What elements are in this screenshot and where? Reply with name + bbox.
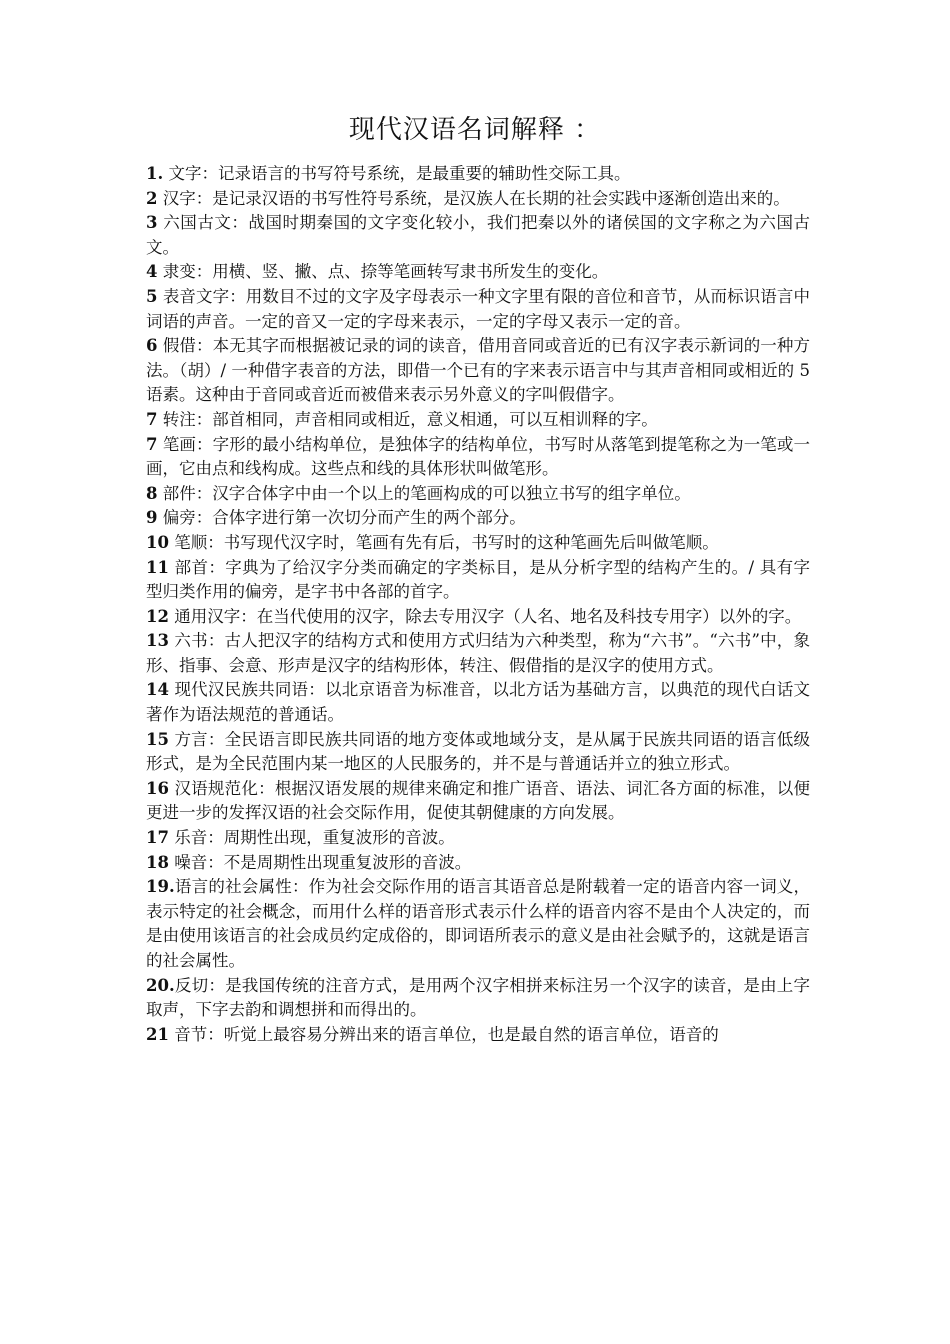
entry-text: 方言：全民语言即民族共同语的地方变体或地域分支，是从属于民族共同语的语言低级形式，是为全民范围内某一地区的人民服务的，并不是与普通话并立的独立形式。 — [146, 729, 810, 774]
entry-text: 假借：本无其字而根据被记录的词的读音，借用音同或音近的已有汉字表示新词的一种方法。（胡）/ 一种借字表音的方法，即借一个已有的字来表示语言中与其声音相同或相近的 5 语素。这种由于音同或音近而被借来表示另外意义的字叫假借字。 — [146, 336, 810, 405]
definition-entry — [146, 433, 810, 482]
entry-number: 8 — [146, 483, 158, 503]
definition-entry — [146, 482, 810, 507]
entry-number: 6 — [146, 336, 158, 356]
entry-number: 5 — [146, 286, 158, 306]
definition-entry — [146, 851, 810, 876]
entry-number: 18 — [146, 852, 169, 872]
definition-entry — [146, 1023, 810, 1048]
entry-number: 21 — [146, 1024, 169, 1044]
entry-number: 2 — [146, 188, 158, 208]
entry-number: 9 — [146, 508, 158, 528]
entry-number: 20. — [146, 975, 175, 995]
entry-number: 7 — [146, 434, 158, 454]
definition-entry — [146, 629, 810, 678]
definition-entry — [146, 974, 810, 1023]
entry-text: 表音文字：用数目不过的文字及字母表示一种文字里有限的音位和音节，从而标识语言中词语的声音。一定的音又一定的字母来表示，一定的字母又表示一定的音。 — [146, 286, 810, 331]
entry-number: 16 — [146, 778, 169, 798]
entry-text: 部首：字典为了给汉字分类而确定的字类标目，是从分析字型的结构产生的。/ 具有字型归类作用的偏旁，是字书中各部的首字。 — [146, 557, 810, 602]
definition-entry — [146, 531, 810, 556]
entry-text: 反切：是我国传统的注音方式，是用两个汉字相拼来标注另一个汉字的读音，是由上字取声，下字去韵和调想拼和而得出的。 — [146, 975, 810, 1020]
entry-number: 19. — [146, 877, 175, 897]
definition-entry — [146, 187, 810, 212]
entry-text: 通用汉字：在当代使用的汉字，除去专用汉字（人名、地名及科技专用字）以外的字。 — [168, 606, 802, 626]
page-title: 现代汉语名词解释 ： — [348, 115, 602, 145]
entry-number: 4 — [146, 262, 158, 282]
entry-number: 7 — [146, 409, 158, 429]
entry-number: 12 — [146, 606, 169, 626]
definition-entry — [146, 556, 810, 605]
entry-text: 笔顺：书写现代汉字时，笔画有先有后，书写时的这种笔画先后叫做笔顺。 — [168, 532, 719, 552]
entry-text: 汉字：是记录汉语的书写性符号系统，是汉族人在长期的社会实践中逐渐创造出来的。 — [157, 188, 790, 208]
document-body — [146, 162, 810, 1047]
definition-entry — [146, 162, 810, 187]
definition-entry — [146, 826, 810, 851]
entry-text: 偏旁：合体字进行第一次切分而产生的两个部分。 — [157, 508, 526, 528]
entry-number: 1. — [146, 164, 164, 183]
definition-entry — [146, 605, 810, 630]
entry-text: 汉语规范化：根据汉语发展的规律来确定和推广语音、语法、词汇各方面的标准，以便更进一步的发挥汉语的社会交际作用，促使其朝健康的方向发展。 — [146, 778, 810, 823]
entry-text: 六国古文：战国时期秦国的文字变化较小，我们把秦以外的诸侯国的文字称之为六国古文。 — [146, 213, 810, 257]
entry-text: 噪音：不是周期性出现重复波形的音波。 — [168, 852, 472, 872]
entry-text: 语言的社会属性：作为社会交际作用的语言其语音总是附载着一定的语音内容一词义，表示特定的社会概念，而用什么样的语音形式表示什么样的语音内容不是由个人决定的，而是由使用该语言的社会成员约定成俗的，即词语所表示的意义是由社会赋予的，这就是语言的社会属性。 — [146, 877, 810, 970]
entry-number: 13 — [146, 631, 169, 651]
definition-entry — [146, 408, 810, 433]
entry-text: 乐音：周期性出现，重复波形的音波。 — [168, 828, 455, 848]
definition-entry — [146, 728, 810, 777]
entry-text: 转注：部首相同，声音相同或相近，意义相通，可以互相训释的字。 — [157, 409, 658, 429]
entry-text: 文字：记录语言的书写符号系统，是最重要的辅助性交际工具。 — [163, 164, 631, 183]
definition-entry — [146, 334, 810, 408]
entry-number: 10 — [146, 532, 169, 552]
definition-entry — [146, 260, 810, 285]
entry-text: 音节：听觉上最容易分辨出来的语言单位，也是最自然的语言单位，语音的 — [168, 1024, 719, 1044]
entry-text: 六书：古人把汉字的结构方式和使用方式归结为六种类型，称为“六书”。“六书”中，象形、指事、会意、形声是汉字的结构形体，转注、假借指的是汉字的使用方式。 — [146, 631, 810, 675]
definition-entry — [146, 211, 810, 260]
entry-number: 11 — [146, 557, 169, 577]
definition-entry — [146, 678, 810, 727]
definition-entry — [146, 506, 810, 531]
entry-number: 17 — [146, 828, 169, 848]
entry-text: 隶变：用横、竖、撇、点、捺等笔画转写隶书所发生的变化。 — [157, 262, 609, 282]
entry-text: 部件：汉字合体字中由一个以上的笔画构成的可以独立书写的组字单位。 — [157, 483, 691, 503]
entry-number: 3 — [146, 213, 158, 233]
definition-entry — [146, 777, 810, 826]
entry-text: 现代汉民族共同语：以北京语音为标准音，以北方话为基础方言，以典范的现代白话文著作为语法规范的普通话。 — [146, 680, 810, 725]
entry-text: 笔画：字形的最小结构单位，是独体字的结构单位，书写时从落笔到提笔称之为一笔或一画，它由点和线构成。这些点和线的具体形状叫做笔形。 — [146, 434, 810, 479]
entry-number: 14 — [146, 680, 169, 700]
entry-number: 15 — [146, 729, 169, 749]
definition-entry — [146, 285, 810, 334]
definition-entry — [146, 875, 810, 973]
